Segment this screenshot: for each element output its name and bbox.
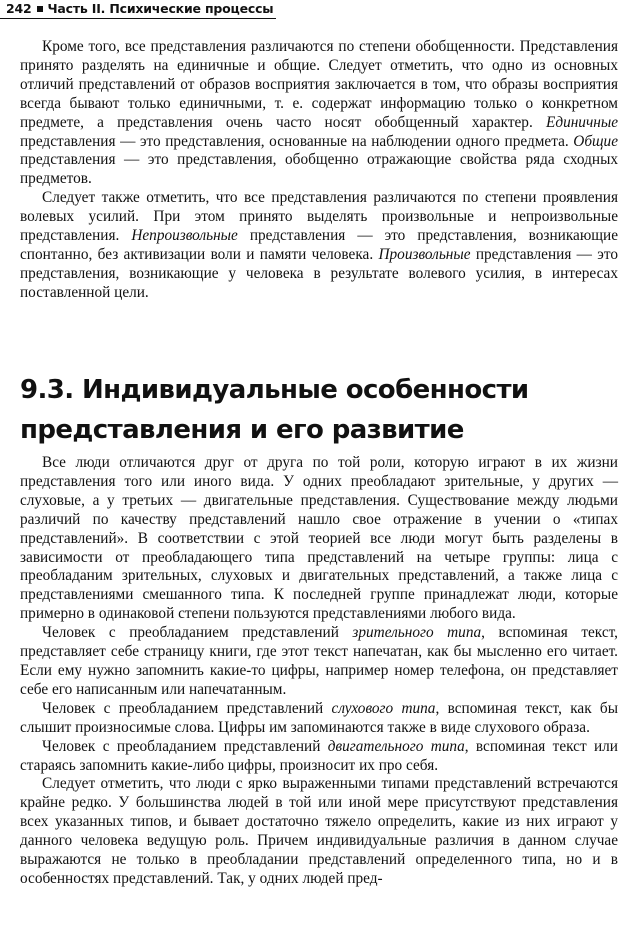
- text-run: Человек с преобладанием представлений: [42, 624, 353, 642]
- paragraph: [20, 454, 618, 624]
- text-run: , вспоминая текст или стараясь запомнить какие-либо цифры, произносит их про себя.: [20, 737, 618, 774]
- text-run: представления — это представления, возникающие у человека в результате волевого усилия, в интересах поставленной цели.: [20, 245, 618, 301]
- italic-term: Непроизвольные: [131, 227, 238, 245]
- paragraph: [20, 700, 618, 738]
- text-run: , вспоминая текст, как бы слышит произносимые слова. Цифры им запоминаются также в виде слухового образа.: [20, 699, 618, 736]
- italic-term: Единичные: [545, 113, 618, 131]
- text-block-top: [20, 38, 618, 303]
- text-run: представления — это представления, возникающие спонтанно, без активизации воли и памяти человека.: [20, 227, 618, 263]
- paragraph: [20, 38, 618, 189]
- section-heading-line2: представления и его развитие: [20, 415, 464, 445]
- italic-term: двигательного типа: [327, 737, 465, 755]
- text-run: Человек с преобладанием представлений: [42, 699, 332, 717]
- text-run: представления — это представления, обобщенно отражающие свойства ряда сходных предметов.: [20, 151, 618, 188]
- paragraph: [20, 775, 618, 888]
- header-rule: [0, 18, 276, 19]
- text-run: Кроме того, все представления различаются по степени обобщенности. Представления принято разделять на единичные и общие. Следует отметить, что одно из основных отличий представлений от образов восприятия заключается в том, что образы восприятия всегда бывают только единичными, т. е. содержат информацию только о конкретном предмете, а представления очень часто носят обобщенный характер.: [20, 38, 618, 131]
- text-block-bottom: [20, 454, 618, 889]
- text-run: Следует также отметить, что все представления различаются по степени проявления волевых усилий. При этом принято выделять произвольные и непроизвольные представления.: [20, 189, 618, 245]
- paragraph: [20, 738, 618, 776]
- italic-term: Произвольные: [378, 245, 471, 263]
- text-run: , вспоминая текст, представляет себе страницу книги, где этот текст напечатан, как бы мысленно его читает. Если ему нужно запомнить какие-то цифры, например номер телефона, он представляет себе его написанным или напечатанным.: [20, 624, 618, 698]
- italic-term: зрительного типа: [352, 624, 482, 642]
- italic-term: слухового типа: [331, 699, 436, 717]
- page-number: 242: [6, 1, 32, 16]
- text-run: представления — это представления, основанные на наблюдении одного предмета.: [20, 132, 574, 150]
- section-heading-line1: 9.3. Индивидуальные особенности: [20, 375, 529, 405]
- text-run: Все люди отличаются друг от друга по той роли, которую играют в их жизни представления того или иного вида. У одних преобладают зрительные, у других — слуховые, а у третьих — двигательные представления. Существование между людьми различий по качеству представлений нашло свое отражение в учении о «типах представлений». В соответствии с этой теорией все люди могут быть разделены в зависимости от преобладающего типа представлений на четыре группы: лица с преобладаним зрительных, слуховых и двигательных представлений, а также лица с представлениями смешанного типа. К последней группе принадлежат люди, которые примерно в одинаковой степени пользуются представлениями любого вида.: [20, 454, 618, 623]
- black-square-icon: [37, 6, 43, 12]
- section-heading: [20, 370, 618, 450]
- running-header: [6, 0, 273, 18]
- running-header-title: Часть II. Психические процессы: [47, 1, 274, 16]
- paragraph: [20, 624, 618, 700]
- italic-term: Общие: [573, 132, 618, 150]
- text-run: Следует отметить, что люди с ярко выраженными типами представлений встречаются крайне редко. У большинства людей в той или иной мере присутствуют представления всех указанных типов, и бывает достаточно тяжело определить, какие из них играют у данного человека ведущую роль. Причем индивидуальные различия в данном случае выражаются не только в преобладании представлений определенного типа, но и в особенностях представлений. Так, у одних людей пред-: [20, 775, 618, 887]
- text-run: Человек с преобладанием представлений: [42, 737, 328, 755]
- paragraph: [20, 189, 618, 302]
